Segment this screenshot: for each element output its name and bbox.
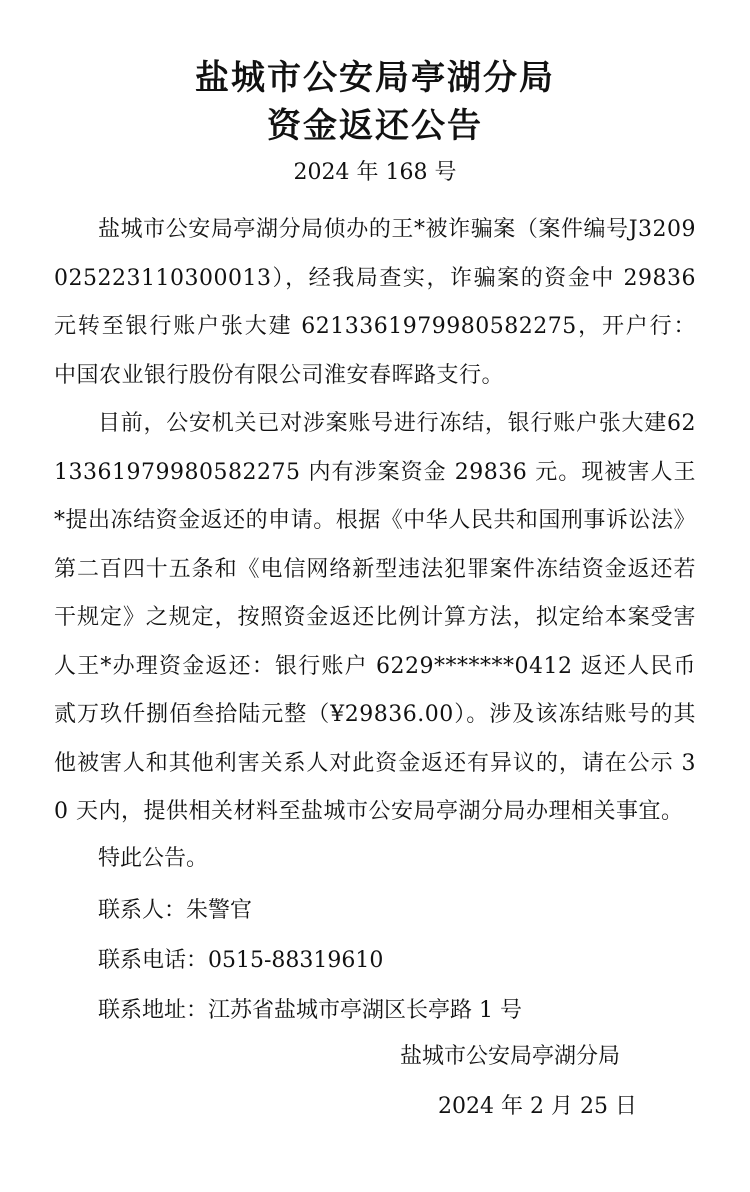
signature-organization: 盐城市公安局亭湖分局: [400, 1044, 621, 1069]
refund-decision-paragraph: 目前，公安机关已对涉案账号进行冻结，银行账户张大建6213361979980582275 内有涉案资金 29836 元。现被害人王*提出冻结资金返还的申请。根据《中华人民共和国刑事诉讼法》第二百四十五条和《电信网络新型违法犯罪案件冻结资金返还若干规定》之规定，按照资金返还比例计算方法，拟定给本案受害人王*办理资金返还：银行账户 6229*******0412 返还人民币贰万玖仟捌佰叁拾陆元整（¥29836.00）。涉及该冻结账号的其他被害人和其他利害关系人对此资金返还有异议的，请在公示 30 天内，提供相关材料至盐城市公安局亭湖分局办理相关事宜。: [54, 411, 696, 824]
case-summary-paragraph: 盐城市公安局亭湖分局侦办的王*被诈骗案（案件编号J3209025223110300013），经我局查实，诈骗案的资金中 29836 元转至银行账户张大建 6213361979980582275，开户行：中国农业银行股份有限公司淮安春晖路支行。: [54, 217, 696, 388]
contact-person: 联系人：朱警官: [98, 898, 253, 923]
document-number: 2024 年 168 号: [293, 160, 457, 185]
notice-title-subject: 资金返还公告: [267, 106, 483, 146]
closing-statement: 特此公告。: [98, 846, 209, 871]
notice-title-issuer: 盐城市公安局亭湖分局: [195, 58, 555, 98]
contact-phone: 联系电话：0515-88319610: [98, 948, 384, 973]
contact-address: 联系地址：江苏省盐城市亭湖区长亭路 1 号: [98, 998, 522, 1023]
signature-date: 2024 年 2 月 25 日: [438, 1094, 637, 1119]
